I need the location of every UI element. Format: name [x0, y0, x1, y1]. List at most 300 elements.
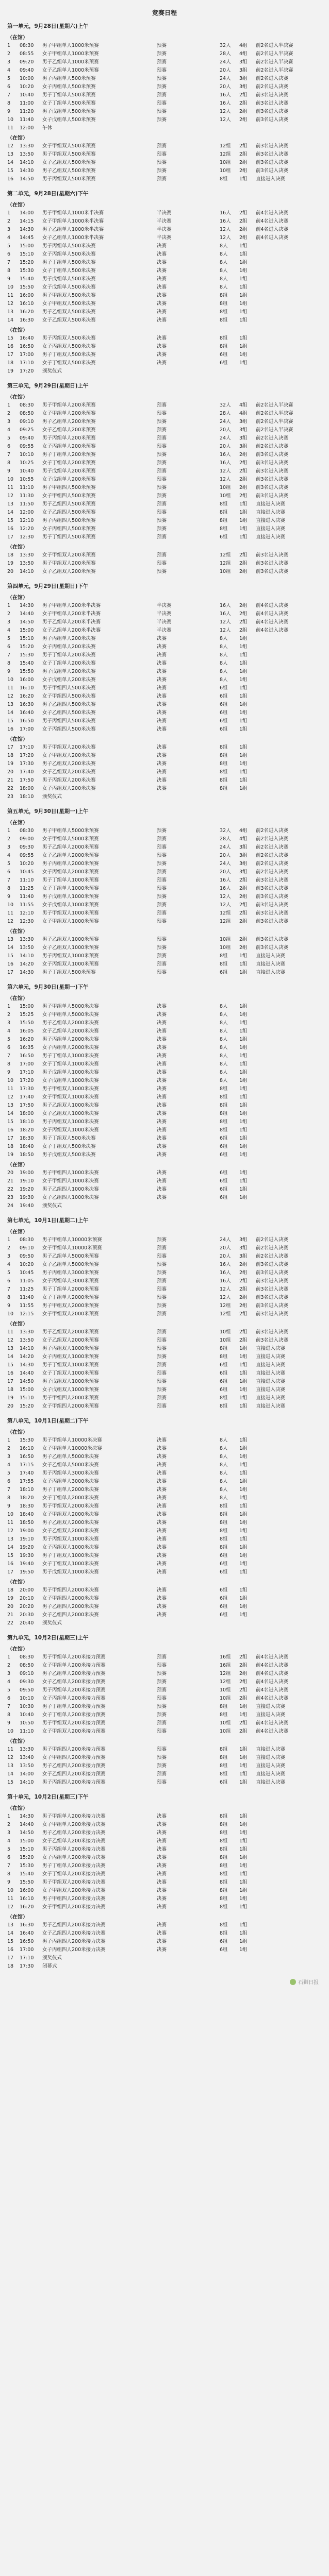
event-stage: 预赛: [157, 1403, 167, 1409]
participant-count: 8组: [220, 1855, 228, 1860]
row-number: 11: [7, 1747, 14, 1752]
event-time: 20:40: [20, 1620, 34, 1626]
event-name: 女子乙组四人200米接力决赛: [42, 1930, 106, 1936]
event-stage: 预赛: [157, 117, 167, 123]
schedule-row: [7, 725, 322, 734]
schedule-row: [7, 618, 322, 626]
advancement-note: [256, 1887, 312, 1895]
participant-count: 16人: [220, 611, 231, 617]
event-name: 男子乙组四人1000米决赛: [42, 1187, 99, 1192]
advancement-note: 前3名进入决赛: [256, 1262, 289, 1267]
row-number: 22: [7, 1620, 14, 1626]
heat-count: 1组: [239, 693, 248, 699]
schedule-row: [7, 426, 322, 434]
schedule-row: [7, 234, 322, 242]
advancement-note: [256, 308, 312, 316]
row-number: 4: [7, 1028, 11, 1034]
event-name: 女子甲组双人200米决赛: [42, 753, 96, 758]
event-name: 男子乙组单人200米预赛: [42, 419, 96, 425]
schedule-row: [7, 1770, 322, 1778]
event-time: 09:40: [20, 67, 34, 73]
advancement-note: 前2名进入决赛: [256, 844, 289, 850]
event-time: 12:15: [20, 1311, 34, 1317]
event-time: 14:00: [20, 1771, 34, 1777]
session-title: 第六单元，9月30日(星期一)下午: [7, 984, 89, 990]
event-stage: 预赛: [157, 518, 167, 523]
event-time: 11:40: [20, 894, 34, 900]
advancement-note: 前3名进入决赛: [256, 910, 289, 916]
heat-count: [239, 1619, 255, 1628]
heat-count: 1组: [239, 1545, 248, 1550]
schedule-row: [7, 1436, 322, 1445]
event-time: 15:10: [20, 1846, 34, 1852]
event-time: 08:30: [20, 402, 34, 408]
advancement-note: [256, 1821, 312, 1829]
participant-count: 8组: [220, 1879, 228, 1885]
row-number: 7: [7, 1704, 11, 1709]
heat-count: 1组: [239, 1487, 248, 1493]
event-time: 17:40: [20, 769, 34, 775]
row-number: 1: [7, 210, 11, 216]
venue-subheader: （在馆）: [7, 929, 28, 935]
event-time: 16:10: [20, 685, 34, 691]
event-time: 16:00: [20, 293, 34, 298]
event-stage: 预赛: [157, 92, 167, 98]
advancement-note: 直接进入决赛: [256, 953, 286, 959]
row-number: 16: [7, 1370, 14, 1376]
venue-subheader: （在馆）: [7, 1580, 28, 1585]
participant-count: 24人: [220, 861, 231, 867]
advancement-note: 前2名进入半决赛: [256, 411, 293, 416]
schedule-session: [7, 1216, 322, 1411]
event-time: 11:00: [20, 100, 34, 106]
participant-count: 8组: [220, 1536, 228, 1542]
heat-count: 1组: [239, 1763, 248, 1769]
event-time: 15:25: [20, 1012, 34, 1018]
heat-count: 1组: [239, 1020, 248, 1026]
event-stage: 预赛: [157, 970, 167, 975]
participant-count: 20人: [220, 444, 231, 449]
event-name: 男子甲组单人10000米预赛: [42, 1237, 102, 1243]
row-number: 6: [7, 444, 11, 449]
event-stage: 决赛: [157, 1503, 167, 1509]
participant-count: 20人: [220, 853, 231, 858]
advancement-note: [256, 717, 312, 725]
schedule-row: [7, 443, 322, 451]
advancement-note: 前4名进入决赛: [256, 603, 289, 608]
advancement-note: [256, 1870, 312, 1878]
participant-count: [220, 1619, 238, 1628]
event-stage: 预赛: [157, 1780, 167, 1785]
event-time: 09:25: [20, 427, 34, 433]
heat-count: 1组: [239, 652, 248, 658]
event-time: 18:00: [20, 786, 34, 791]
advancement-note: 直接进入决赛: [256, 1755, 286, 1760]
participant-count: 6组: [220, 693, 228, 699]
event-time: 16:20: [20, 1904, 34, 1910]
event-time: 19:20: [20, 1545, 34, 1550]
event-time: 10:20: [20, 1262, 34, 1267]
heat-count: 1组: [239, 1144, 248, 1149]
advancement-note: [256, 1938, 312, 1946]
event-time: 11:40: [20, 117, 34, 123]
participant-count: 20人: [220, 869, 231, 875]
advancement-note: 前3名进入决赛: [256, 468, 289, 474]
heat-count: 1组: [239, 1037, 248, 1042]
advancement-note: [256, 1436, 312, 1445]
heat-count: 1组: [239, 260, 248, 265]
advancement-note: [256, 1151, 312, 1159]
row-number: 18: [7, 1587, 14, 1593]
event-stage: 预赛: [157, 1704, 167, 1709]
event-time: 13:30: [20, 937, 34, 942]
event-stage: 决赛: [157, 1520, 167, 1526]
heat-count: 1组: [239, 1561, 248, 1567]
advancement-note: 前2名进入决赛: [256, 84, 289, 90]
heat-count: 1组: [239, 1446, 248, 1451]
heat-count: 1组: [239, 1704, 248, 1709]
participant-count: 16组: [220, 1663, 231, 1668]
row-number: 9: [7, 894, 11, 900]
row-number: 18: [7, 753, 14, 758]
event-name: 男子丁组双人500米决赛: [42, 1136, 96, 1141]
row-number: 9: [7, 1720, 11, 1726]
heat-count: 1组: [239, 251, 248, 257]
event-name: 女子甲组单人200米半决赛: [42, 611, 101, 617]
session-title: 第三单元，9月29日(星期日)上午: [7, 383, 89, 389]
watermark-logo-icon: [290, 1979, 296, 1985]
row-number: 15: [7, 518, 14, 523]
heat-count: 1组: [239, 276, 248, 282]
heat-count: 1组: [239, 1045, 248, 1050]
participant-count: 10组: [220, 945, 231, 951]
advancement-note: 前2名进入半决赛: [256, 43, 293, 48]
schedule-row: [7, 1711, 322, 1719]
row-number: 4: [7, 853, 11, 858]
event-name: 男子丙组双人500米预赛: [42, 176, 96, 182]
schedule-row: [7, 509, 322, 517]
row-number: 16: [7, 176, 14, 182]
schedule-row: [7, 1310, 322, 1318]
event-stage: 决赛: [157, 1855, 167, 1860]
heat-count: 1组: [239, 1604, 248, 1609]
participant-count: 12组: [220, 1303, 231, 1309]
advancement-note: [256, 1812, 312, 1821]
schedule-row: [7, 1118, 322, 1126]
advancement-note: 前3名进入决赛: [256, 902, 289, 908]
event-stage: 预赛: [157, 151, 167, 157]
event-stage: [157, 1202, 219, 1210]
event-time: 15:00: [20, 628, 34, 633]
participant-count: 12组: [220, 151, 231, 157]
event-name: 男子丙组四人200米接力决赛: [42, 1939, 106, 1944]
venue-subheader: （在馆）: [7, 202, 28, 208]
heat-count: 1组: [239, 526, 248, 532]
advancement-note: 直接进入决赛: [256, 1763, 286, 1769]
advancement-note: 前3名进入决赛: [256, 561, 289, 566]
event-name: 男子甲组双人500米预赛: [42, 151, 96, 157]
heat-count: 1组: [239, 636, 248, 641]
event-time: 16:40: [20, 710, 34, 716]
event-time: 14:10: [20, 160, 34, 165]
participant-count: 8人: [220, 260, 228, 265]
event-time: 15:00: [20, 1387, 34, 1393]
heat-count: 2组: [239, 143, 248, 149]
event-name: 男子丁组单人500米预赛: [42, 92, 96, 98]
advancement-note: 直接进入决赛: [256, 1354, 286, 1360]
participant-count: 32人: [220, 828, 231, 834]
heat-count: 4组: [239, 43, 248, 48]
participant-count: 12人: [220, 235, 231, 241]
event-time: 16:20: [20, 309, 34, 315]
participant-count: 8组: [220, 1755, 228, 1760]
advancement-note: [256, 275, 312, 283]
event-stage: 决赛: [157, 1437, 167, 1443]
event-name: 女子乙组单人200米接力预赛: [42, 1679, 106, 1685]
event-stage: 预赛: [157, 452, 167, 457]
event-time: 10:10: [20, 1696, 34, 1701]
event-stage: 预赛: [157, 894, 167, 900]
event-name: 女子丁组双人500米决赛: [42, 360, 96, 366]
schedule-row: [7, 1486, 322, 1494]
schedule-row: [7, 484, 322, 492]
row-number: 5: [7, 1846, 11, 1852]
schedule-row: [7, 1236, 322, 1244]
participant-count: 8人: [220, 1479, 228, 1484]
participant-count: 8组: [220, 1904, 228, 1910]
advancement-note: 直接进入决赛: [256, 1362, 286, 1368]
row-number: 6: [7, 1696, 11, 1701]
event-stage: 预赛: [157, 1379, 167, 1384]
event-name: 女子甲组单人5000米决赛: [42, 1012, 99, 1018]
schedule-row: [7, 1185, 322, 1194]
event-time: 14:45: [20, 235, 34, 241]
event-name: 女子丙组四人500米预赛: [42, 526, 96, 532]
participant-count: 6组: [220, 360, 228, 366]
schedule-row: [7, 709, 322, 717]
event-time: 14:50: [20, 176, 34, 182]
row-number: 14: [7, 160, 14, 165]
schedule-row: [7, 1519, 322, 1527]
schedule-row: [7, 50, 322, 58]
heat-count: 1组: [239, 352, 248, 358]
event-stage: 预赛: [157, 1286, 167, 1292]
schedule-row: [7, 250, 322, 259]
event-name: 女子甲组单人10000米决赛: [42, 1446, 102, 1451]
participant-count: 12人: [220, 628, 231, 633]
advancement-note: [256, 776, 312, 785]
event-name: 女子甲组四人1000米决赛: [42, 1178, 99, 1184]
schedule-row: [7, 1544, 322, 1552]
heat-count: 1组: [239, 1470, 248, 1476]
row-number: 17: [7, 744, 14, 750]
event-stage: [157, 367, 219, 376]
row-number: 1: [7, 1237, 11, 1243]
advancement-note: 前4名进入决赛: [256, 1720, 289, 1726]
event-name: 女子丙组单人3000米预赛: [42, 1278, 99, 1284]
event-stage: 决赛: [157, 344, 167, 349]
row-number: 7: [7, 1286, 11, 1292]
row-number: 23: [7, 1195, 14, 1200]
heat-count: 2组: [239, 919, 248, 924]
advancement-note: [256, 1511, 312, 1519]
event-name: 男子乙组四人200米接力预赛: [42, 1763, 106, 1769]
heat-count: 1组: [239, 1379, 248, 1384]
schedule-session: [7, 1417, 322, 1628]
advancement-note: [256, 1494, 312, 1502]
advancement-note: [256, 760, 312, 768]
participant-count: 8组: [220, 1830, 228, 1836]
participant-count: 6组: [220, 1553, 228, 1558]
sessions-container: [7, 22, 322, 1971]
schedule-row: [7, 768, 322, 776]
participant-count: 8组: [220, 1127, 228, 1133]
event-name: 午休: [42, 125, 53, 131]
participant-count: 8组: [220, 317, 228, 323]
heat-count: 2组: [239, 1286, 248, 1292]
event-name: 男子乙组四人500米预赛: [42, 501, 96, 507]
advancement-note: [256, 316, 312, 325]
row-number: 5: [7, 861, 11, 867]
event-time: 19:10: [20, 1536, 34, 1542]
event-name: 女子乙组单人2000米预赛: [42, 853, 99, 858]
advancement-note: [256, 1445, 312, 1453]
participant-count: 8组: [220, 1871, 228, 1877]
event-stage: 决赛: [157, 1536, 167, 1542]
event-time: 10:40: [20, 468, 34, 474]
row-number: 8: [7, 886, 11, 891]
heat-count: 2组: [239, 100, 248, 106]
schedule-row: [7, 367, 322, 376]
event-time: 10:00: [20, 76, 34, 81]
heat-count: 2组: [239, 569, 248, 574]
event-name: 男子乙组单人5000米预赛: [42, 1253, 99, 1259]
event-stage: 决赛: [157, 1612, 167, 1618]
heat-count: 2组: [239, 1654, 248, 1660]
heat-count: 1组: [239, 1939, 248, 1944]
event-name: 女子戊组双人1000米预赛: [42, 1387, 99, 1393]
schedule-row: [7, 316, 322, 325]
advancement-note: [256, 1603, 312, 1611]
advancement-note: [256, 676, 312, 684]
row-number: 9: [7, 1303, 11, 1309]
participant-count: 8组: [220, 1922, 228, 1928]
event-stage: 预赛: [157, 1687, 167, 1693]
participant-count: 6组: [220, 1587, 228, 1593]
heat-count: 1组: [239, 1103, 248, 1108]
venue-subheader: （在馆）: [7, 996, 28, 1002]
advancement-note: [256, 1611, 312, 1619]
heat-count: 2组: [239, 493, 248, 499]
event-name: 男子丁组单人200米接力预赛: [42, 1704, 106, 1709]
event-stage: 决赛: [157, 786, 167, 791]
participant-count: 28人: [220, 411, 231, 416]
event-name: 女子丁组双人1000米决赛: [42, 1561, 99, 1567]
event-time: 18:30: [20, 1136, 34, 1141]
event-time: 14:10: [20, 1346, 34, 1351]
event-stage: 决赛: [157, 685, 167, 691]
schedule-row: [7, 343, 322, 351]
event-name: 男子丁组单人200米决赛: [42, 652, 96, 658]
heat-count: 1组: [239, 335, 248, 341]
advancement-note: 前4名进入决赛: [256, 1671, 289, 1676]
heat-count: 1组: [239, 1170, 248, 1176]
participant-count: 8组: [220, 786, 228, 791]
heat-count: 1组: [239, 1712, 248, 1718]
event-time: 09:10: [20, 419, 34, 425]
event-stage: 预赛: [157, 1278, 167, 1284]
row-number: 14: [7, 1771, 14, 1777]
row-number: 15: [7, 168, 14, 174]
event-name: 男子甲组四人1000米决赛: [42, 1170, 99, 1176]
event-time: 14:50: [20, 1830, 34, 1836]
participant-count: 24人: [220, 1237, 231, 1243]
heat-count: 1组: [239, 1904, 248, 1910]
venue-subheader: （在馆）: [7, 545, 28, 550]
schedule-row: [7, 909, 322, 918]
advancement-note: 前3名进入决赛: [256, 151, 289, 157]
event-time: 11:55: [20, 902, 34, 908]
event-stage: 预赛: [157, 1245, 167, 1251]
participant-count: 8组: [220, 744, 228, 750]
advancement-note: 前2名进入决赛: [256, 76, 289, 81]
participant-count: 8人: [220, 284, 228, 290]
schedule-session: [7, 1634, 322, 1787]
event-time: 14:30: [20, 1814, 34, 1819]
schedule-row: [7, 668, 322, 676]
advancement-note: 前4名进入决赛: [256, 1687, 289, 1693]
row-number: 7: [7, 652, 11, 658]
advancement-note: [256, 1595, 312, 1603]
event-name: 男子甲组双人500米决赛: [42, 293, 96, 298]
event-stage: 决赛: [157, 1888, 167, 1893]
advancement-note: 前2名进入决赛: [256, 1253, 289, 1259]
participant-count: 20人: [220, 427, 231, 433]
venue-subheader: （在馆）: [7, 1162, 28, 1168]
heat-count: 1组: [239, 677, 248, 683]
event-time: 12:30: [20, 534, 34, 540]
advancement-note: 直接进入决赛: [256, 1370, 286, 1376]
schedule-row: [7, 1044, 322, 1052]
advancement-note: [256, 367, 312, 376]
heat-count: 2组: [239, 877, 248, 883]
schedule-row: [7, 1328, 322, 1336]
row-number: 3: [7, 227, 11, 232]
schedule-row: [7, 108, 322, 116]
schedule-row: [7, 785, 322, 793]
heat-count: 2组: [239, 561, 248, 566]
event-time: 16:30: [20, 317, 34, 323]
schedule-row: [7, 1027, 322, 1036]
row-number: 4: [7, 427, 11, 433]
advancement-note: 前3名进入决赛: [256, 919, 289, 924]
heat-count: 1组: [239, 1830, 248, 1836]
participant-count: 12人: [220, 619, 231, 625]
event-stage: 预赛: [157, 477, 167, 482]
event-time: 17:30: [20, 1086, 34, 1092]
advancement-note: 前2名进入决赛: [256, 861, 289, 867]
advancement-note: [256, 785, 312, 793]
event-name: 女子丙组单人200米预赛: [42, 444, 96, 449]
heat-count: 1组: [239, 1070, 248, 1075]
advancement-note: 前2名进入决赛: [256, 1237, 289, 1243]
event-name: 男子乙组单人2000米决赛: [42, 1020, 99, 1026]
heat-count: [239, 1962, 255, 1971]
event-name: 男子丁组单人500米决赛: [42, 260, 96, 265]
row-number: 14: [7, 1930, 14, 1936]
event-time: 09:00: [20, 836, 34, 842]
row-number: 13: [7, 1103, 14, 1108]
